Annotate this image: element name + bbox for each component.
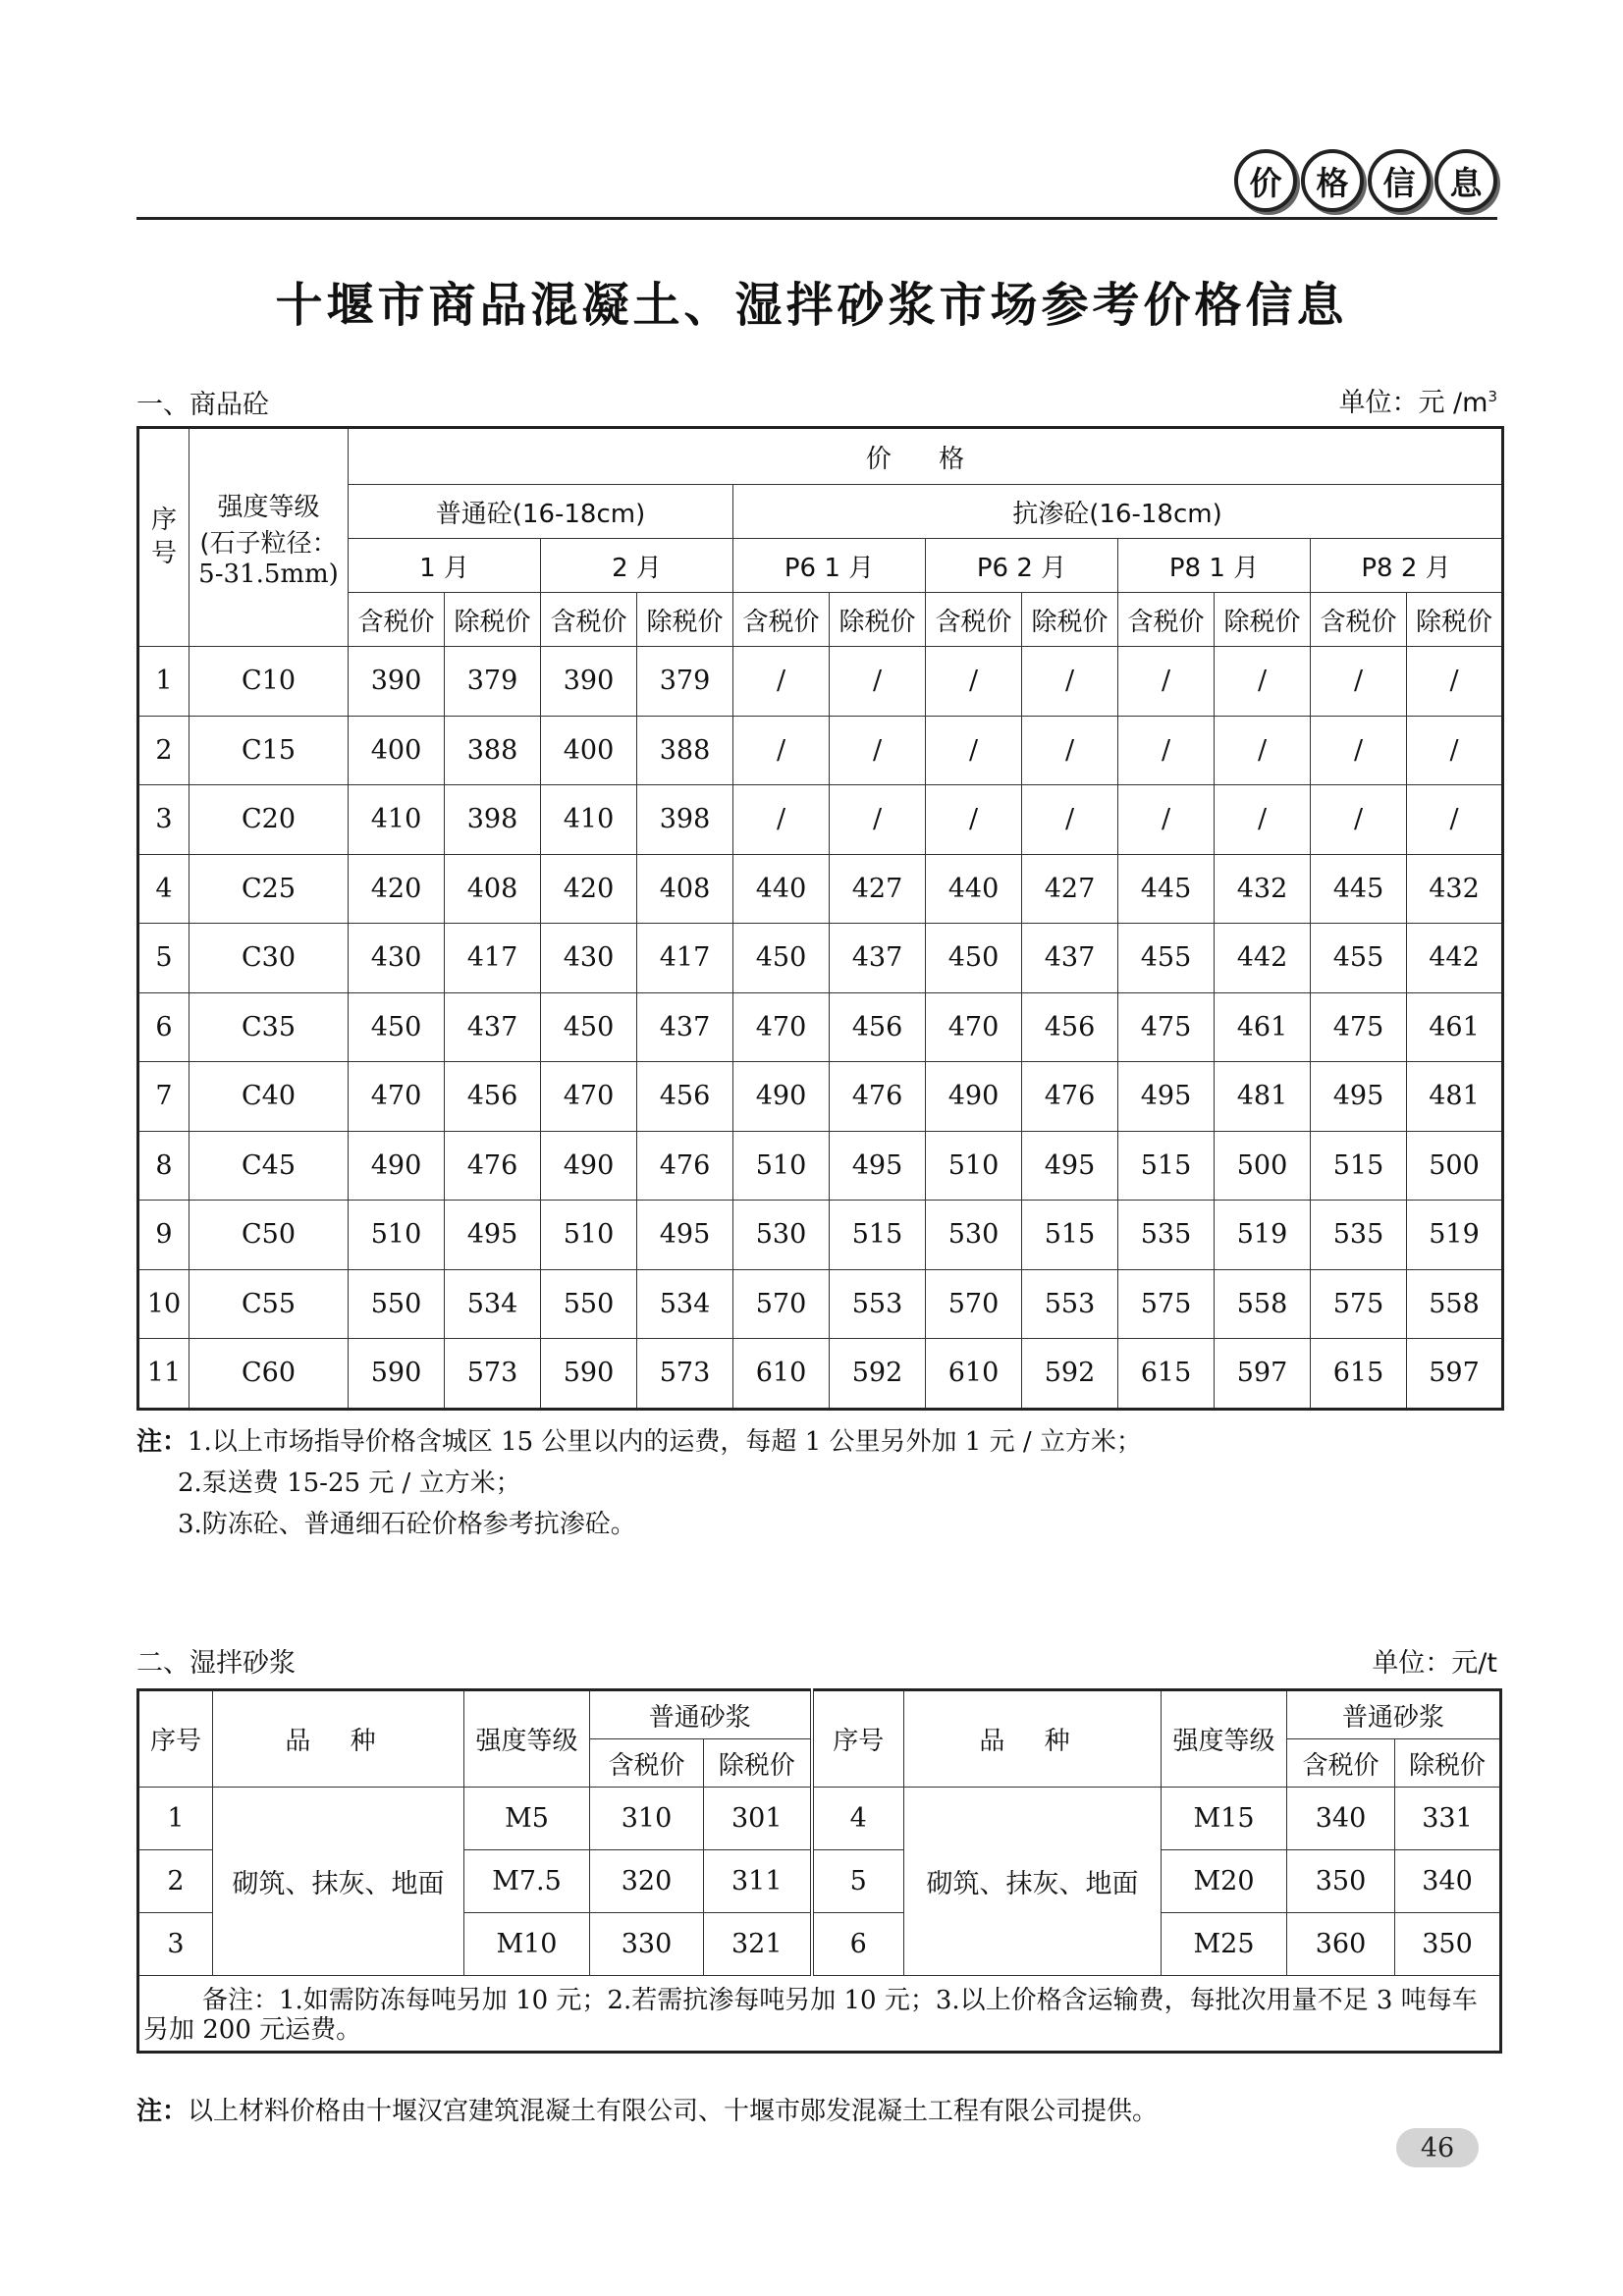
price-cell: / (1022, 647, 1118, 717)
price-cell: 535 (1311, 1201, 1407, 1270)
price-cell: 455 (1118, 924, 1215, 993)
grade-header: 强度等级 (石子粒径： 5-31.5mm) (189, 428, 349, 647)
section-badge (1234, 149, 1497, 212)
note-item: 3.防冻砼、普通细石砼价格参考抗渗砼。 (178, 1510, 636, 1539)
price-cell: 450 (349, 992, 445, 1062)
period-header: 2 月 (541, 539, 733, 593)
grade-cell: C45 (189, 1131, 349, 1201)
price-cell: 420 (541, 854, 637, 924)
grade-cell: C15 (189, 716, 349, 785)
period-header: P8 2 月 (1311, 539, 1503, 593)
seq-cell: 1 (138, 647, 189, 717)
seq-cell: 8 (138, 1131, 189, 1201)
grade-cell: M5 (464, 1788, 590, 1850)
price-cell: 510 (733, 1131, 830, 1201)
price-cell: 330 (590, 1913, 704, 1976)
price-cell: 311 (704, 1850, 812, 1913)
tax-incl-header: 含税价 (926, 593, 1022, 647)
seq-cell: 4 (138, 854, 189, 924)
price-cell: 515 (1022, 1201, 1118, 1270)
tax-incl-header: 含税价 (590, 1739, 704, 1788)
price-cell: / (1407, 716, 1503, 785)
price-cell: 408 (637, 854, 733, 924)
price-cell: 470 (733, 992, 830, 1062)
price-cell: 535 (1118, 1201, 1215, 1270)
price-cell: 437 (637, 992, 733, 1062)
table-row (138, 785, 1503, 855)
price-cell: 410 (349, 785, 445, 855)
period-header: 1 月 (349, 539, 541, 593)
price-cell: / (830, 716, 926, 785)
tax-incl-header: 含税价 (349, 593, 445, 647)
price-cell: 550 (349, 1269, 445, 1339)
table-row (138, 1201, 1503, 1270)
seq-cell: 5 (138, 924, 189, 993)
table-row (138, 1062, 1503, 1132)
price-cell: 470 (926, 992, 1022, 1062)
grade-cell: M15 (1162, 1788, 1287, 1850)
grade-cell: C40 (189, 1062, 349, 1132)
price-cell: / (1311, 647, 1407, 717)
section1-unit: 单位：元 $/m^3$ (1338, 388, 1497, 418)
price-cell: 515 (1118, 1131, 1215, 1201)
grade-cell: C30 (189, 924, 349, 993)
price-cell: 432 (1407, 854, 1503, 924)
price-cell: 437 (1022, 924, 1118, 993)
seq-cell: 6 (812, 1913, 904, 1976)
grade-cell: M10 (464, 1913, 590, 1976)
price-cell: 388 (637, 716, 733, 785)
price-cell: 410 (541, 785, 637, 855)
table-row (138, 1269, 1503, 1339)
price-cell: / (1407, 647, 1503, 717)
price-cell: / (733, 647, 830, 717)
grade-cell: C20 (189, 785, 349, 855)
price-cell: 553 (1022, 1269, 1118, 1339)
price-cell: 398 (637, 785, 733, 855)
price-cell: 390 (349, 647, 445, 717)
price-cell: / (926, 716, 1022, 785)
tax-excl-header: 除税价 (830, 593, 926, 647)
price-cell: 490 (541, 1131, 637, 1201)
price-cell: 558 (1215, 1269, 1311, 1339)
seq-cell: 5 (812, 1850, 904, 1913)
price-cell: 430 (541, 924, 637, 993)
seq-header: 序号 (812, 1690, 904, 1788)
tax-excl-header: 除税价 (1215, 593, 1311, 647)
price-cell: 450 (926, 924, 1022, 993)
price-cell: / (1215, 785, 1311, 855)
price-cell: 379 (637, 647, 733, 717)
period-header: P6 2 月 (926, 539, 1118, 593)
price-cell: 481 (1407, 1062, 1503, 1132)
price-cell: 519 (1215, 1201, 1311, 1270)
price-cell: 590 (349, 1339, 445, 1410)
price-cell: 490 (733, 1062, 830, 1132)
price-cell: 456 (637, 1062, 733, 1132)
price-cell: / (1215, 716, 1311, 785)
variety-cell: 砌筑、抹灰、地面 (213, 1788, 464, 1976)
price-cell: 417 (637, 924, 733, 993)
price-cell: 592 (1022, 1339, 1118, 1410)
seq-cell: 6 (138, 992, 189, 1062)
table-row (138, 1339, 1503, 1410)
price-cell: 440 (926, 854, 1022, 924)
section2-unit: 单位：元/t (1372, 1648, 1497, 1679)
header-divider (136, 217, 1497, 220)
price-cell: 592 (830, 1339, 926, 1410)
price-header: 价 格 (349, 428, 1503, 485)
price-cell: 476 (1022, 1062, 1118, 1132)
price-cell: 515 (830, 1201, 926, 1270)
price-cell: 475 (1311, 992, 1407, 1062)
price-cell: 445 (1118, 854, 1215, 924)
price-cell: / (1022, 785, 1118, 855)
price-cell: 573 (637, 1339, 733, 1410)
grade-cell: C55 (189, 1269, 349, 1339)
price-cell: / (733, 716, 830, 785)
price-cell: 495 (1311, 1062, 1407, 1132)
price-cell: 320 (590, 1850, 704, 1913)
price-cell: 430 (349, 924, 445, 993)
price-cell: 534 (637, 1269, 733, 1339)
mortar-remark: 备注：1.如需防冻每吨另加 10 元；2.若需抗渗每吨另加 10 元；3.以上价格含运输费，每批次用量不足 3 吨每车另加 200 元运费。 (138, 1976, 1501, 2053)
price-cell: 550 (541, 1269, 637, 1339)
tax-incl-header: 含税价 (541, 593, 637, 647)
period-header: P8 1 月 (1118, 539, 1311, 593)
price-cell: 490 (926, 1062, 1022, 1132)
normal-concrete-header: 普通砼(16-18cm) (349, 485, 733, 539)
price-cell: / (1118, 785, 1215, 855)
grade-header: 强度等级 (464, 1690, 590, 1788)
price-cell: 470 (541, 1062, 637, 1132)
price-cell: 442 (1215, 924, 1311, 993)
table-row (138, 647, 1503, 717)
price-cell: 481 (1215, 1062, 1311, 1132)
tax-excl-header: 除税价 (1407, 593, 1503, 647)
seq-cell: 3 (138, 785, 189, 855)
tax-excl-header: 除税价 (1022, 593, 1118, 647)
tax-excl-header: 除税价 (637, 593, 733, 647)
normal-mortar-header: 普通砂浆 (590, 1690, 812, 1739)
variety-header: 品 种 (904, 1690, 1162, 1788)
grade-header: 强度等级 (1162, 1690, 1287, 1788)
tax-incl-header: 含税价 (733, 593, 830, 647)
price-cell: 440 (733, 854, 830, 924)
price-cell: 360 (1287, 1913, 1395, 1976)
price-cell: 530 (926, 1201, 1022, 1270)
grade-cell: C10 (189, 647, 349, 717)
price-cell: 476 (830, 1062, 926, 1132)
price-cell: 476 (445, 1131, 541, 1201)
table-row (138, 1131, 1503, 1201)
note-item: 1.以上市场指导价格含城区 15 公里以内的运费，每超 1 公里另外加 1 元 / 立方米； (188, 1427, 1142, 1457)
grade-cell: M25 (1162, 1913, 1287, 1976)
price-cell: 615 (1311, 1339, 1407, 1410)
price-cell: 510 (926, 1131, 1022, 1201)
price-cell: 470 (349, 1062, 445, 1132)
variety-header: 品 种 (213, 1690, 464, 1788)
price-cell: 570 (926, 1269, 1022, 1339)
grade-cell: M20 (1162, 1850, 1287, 1913)
section1-label: 一、商品砼 (136, 390, 269, 420)
price-cell: 515 (1311, 1131, 1407, 1201)
price-cell: 432 (1215, 854, 1311, 924)
seq-cell: 2 (138, 716, 189, 785)
price-cell: 340 (1395, 1850, 1501, 1913)
price-cell: 310 (590, 1788, 704, 1850)
price-cell: 427 (830, 854, 926, 924)
seq-cell: 2 (138, 1850, 213, 1913)
price-cell: / (1407, 785, 1503, 855)
price-cell: 490 (349, 1131, 445, 1201)
price-cell: 420 (349, 854, 445, 924)
badge-char: 价 (1234, 149, 1297, 212)
grade-cell: M7.5 (464, 1850, 590, 1913)
price-cell: 495 (445, 1201, 541, 1270)
price-cell: 437 (830, 924, 926, 993)
price-cell: 615 (1118, 1339, 1215, 1410)
price-cell: 456 (445, 1062, 541, 1132)
price-cell: 475 (1118, 992, 1215, 1062)
price-cell: 400 (541, 716, 637, 785)
price-cell: 570 (733, 1269, 830, 1339)
badge-char: 格 (1301, 149, 1364, 212)
table-row (138, 924, 1503, 993)
supplier-note: 注：以上材料价格由十堰汉宫建筑混凝土有限公司、十堰市郧发混凝土工程有限公司提供。 (136, 2097, 1159, 2126)
period-header: P6 1 月 (733, 539, 926, 593)
seq-cell: 9 (138, 1201, 189, 1270)
price-cell: 597 (1215, 1339, 1311, 1410)
table-row (138, 992, 1503, 1062)
price-cell: 590 (541, 1339, 637, 1410)
price-cell: 510 (541, 1201, 637, 1270)
price-cell: 417 (445, 924, 541, 993)
tax-incl-header: 含税价 (1287, 1739, 1395, 1788)
mortar-price-table (136, 1688, 1502, 2054)
price-cell: 510 (349, 1201, 445, 1270)
price-cell: 610 (733, 1339, 830, 1410)
price-cell: / (926, 785, 1022, 855)
price-cell: / (830, 647, 926, 717)
impermeable-concrete-header: 抗渗砼(16-18cm) (733, 485, 1503, 539)
price-cell: 558 (1407, 1269, 1503, 1339)
page-title: 十堰市商品混凝土、湿拌砂浆市场参考价格信息 (275, 278, 1348, 333)
price-cell: 301 (704, 1788, 812, 1850)
price-cell: 408 (445, 854, 541, 924)
price-cell: 321 (704, 1913, 812, 1976)
tax-incl-header: 含税价 (1311, 593, 1407, 647)
seq-cell: 4 (812, 1788, 904, 1850)
price-cell: 388 (445, 716, 541, 785)
grade-cell: C35 (189, 992, 349, 1062)
concrete-price-table (136, 426, 1504, 1411)
price-cell: 495 (637, 1201, 733, 1270)
price-cell: 445 (1311, 854, 1407, 924)
grade-cell: C50 (189, 1201, 349, 1270)
price-cell: 495 (1022, 1131, 1118, 1201)
price-cell: / (1118, 647, 1215, 717)
tax-excl-header: 除税价 (445, 593, 541, 647)
section1-notes: 注：1.以上市场指导价格含城区 15 公里以内的运费，每超 1 公里另外加 1 元 / 立方米； 2.泵送费 15-25 元 / 立方米； 3.防冻砼、普通细石砼价格参考抗渗砼。 (136, 1421, 1142, 1545)
price-cell: 610 (926, 1339, 1022, 1410)
price-cell: 340 (1287, 1788, 1395, 1850)
price-cell: 350 (1287, 1850, 1395, 1913)
price-cell: 495 (830, 1131, 926, 1201)
section2-label: 二、湿拌砂浆 (136, 1648, 296, 1679)
price-cell: 456 (1022, 992, 1118, 1062)
price-cell: 379 (445, 647, 541, 717)
price-cell: / (733, 785, 830, 855)
table-row (138, 716, 1503, 785)
tax-excl-header: 除税价 (1395, 1739, 1501, 1788)
grade-cell: C60 (189, 1339, 349, 1410)
normal-mortar-header: 普通砂浆 (1287, 1690, 1501, 1739)
price-cell: / (1215, 647, 1311, 717)
price-cell: / (1022, 716, 1118, 785)
price-cell: 534 (445, 1269, 541, 1339)
price-cell: 500 (1407, 1131, 1503, 1201)
price-cell: 398 (445, 785, 541, 855)
price-cell: 495 (1118, 1062, 1215, 1132)
grade-cell: C25 (189, 854, 349, 924)
price-cell: 597 (1407, 1339, 1503, 1410)
price-cell: 500 (1215, 1131, 1311, 1201)
price-cell: 519 (1407, 1201, 1503, 1270)
seq-cell: 10 (138, 1269, 189, 1339)
price-cell: 331 (1395, 1788, 1501, 1850)
price-cell: / (926, 647, 1022, 717)
price-cell: 350 (1395, 1913, 1501, 1976)
seq-cell: 1 (138, 1788, 213, 1850)
seq-cell: 7 (138, 1062, 189, 1132)
price-cell: / (1118, 716, 1215, 785)
price-cell: / (1311, 716, 1407, 785)
seq-cell: 11 (138, 1339, 189, 1410)
seq-header: 序号 (138, 1690, 213, 1788)
price-cell: / (830, 785, 926, 855)
price-cell: 427 (1022, 854, 1118, 924)
price-cell: 456 (830, 992, 926, 1062)
price-cell: 530 (733, 1201, 830, 1270)
badge-char: 信 (1368, 149, 1431, 212)
variety-cell: 砌筑、抹灰、地面 (904, 1788, 1162, 1976)
price-cell: 573 (445, 1339, 541, 1410)
page-number: 46 (1396, 2128, 1479, 2167)
price-cell: / (1311, 785, 1407, 855)
tax-excl-header: 除税价 (704, 1739, 812, 1788)
tax-incl-header: 含税价 (1118, 593, 1215, 647)
badge-char: 息 (1434, 149, 1497, 212)
table-row (138, 854, 1503, 924)
price-cell: 461 (1215, 992, 1311, 1062)
price-cell: 450 (541, 992, 637, 1062)
price-cell: 476 (637, 1131, 733, 1201)
price-cell: 437 (445, 992, 541, 1062)
note-item: 2.泵送费 15-25 元 / 立方米； (178, 1468, 521, 1498)
price-cell: 575 (1311, 1269, 1407, 1339)
price-cell: 455 (1311, 924, 1407, 993)
price-cell: 442 (1407, 924, 1503, 993)
price-cell: 461 (1407, 992, 1503, 1062)
seq-cell: 3 (138, 1913, 213, 1976)
price-cell: 553 (830, 1269, 926, 1339)
seq-header: 序号 (138, 428, 189, 647)
price-cell: 400 (349, 716, 445, 785)
price-cell: 575 (1118, 1269, 1215, 1339)
price-cell: 390 (541, 647, 637, 717)
price-cell: 450 (733, 924, 830, 993)
